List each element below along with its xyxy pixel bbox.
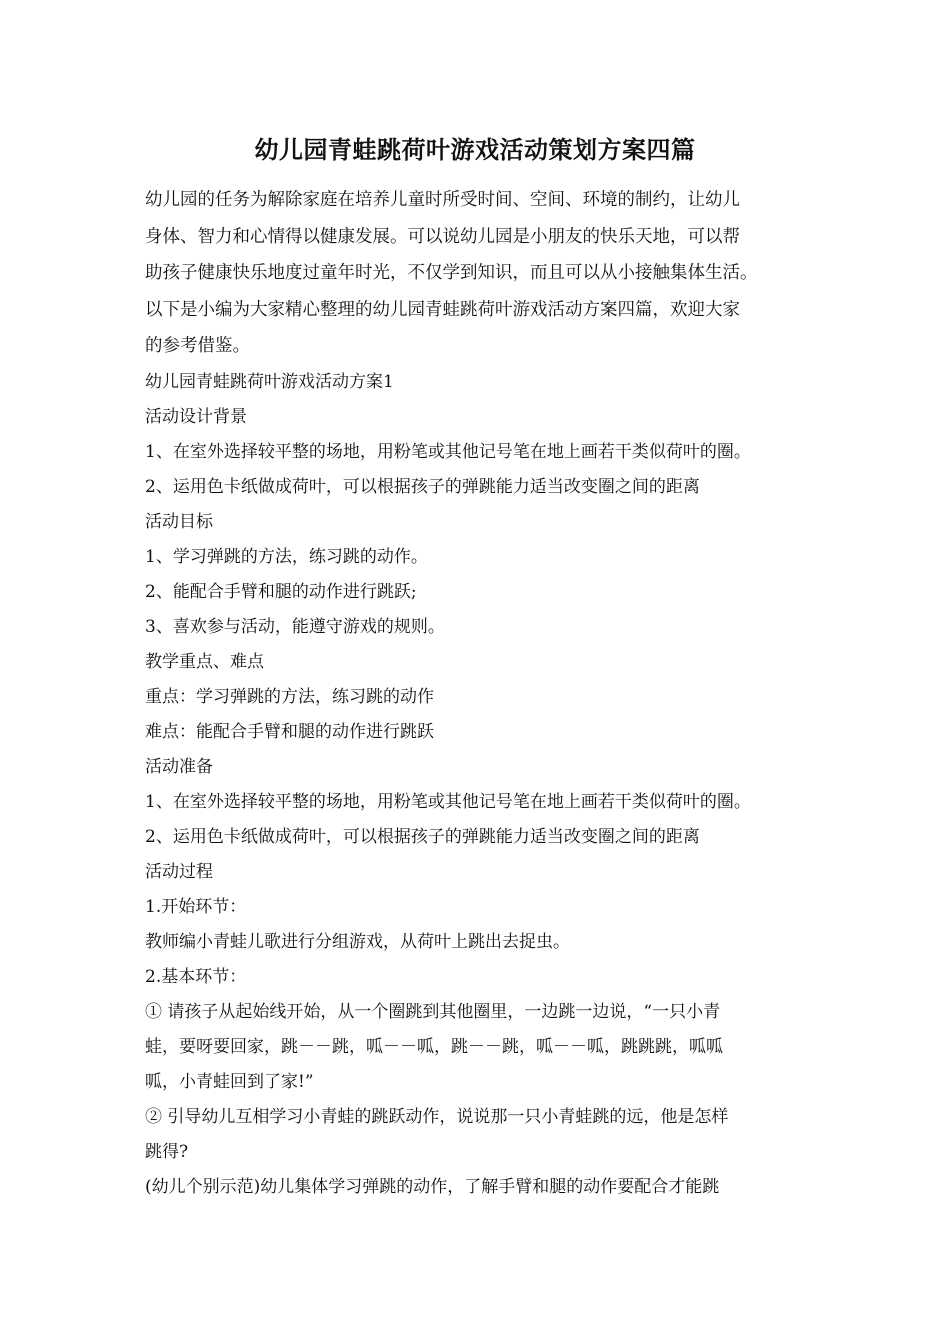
text-line: 2、运用色卡纸做成荷叶，可以根据孩子的弹跳能力适当改变圈之间的距离: [145, 476, 700, 497]
intro-line-4: 以下是小编为大家精心整理的幼儿园青蛙跳荷叶游戏活动方案四篇，欢迎大家: [145, 299, 740, 320]
text-line: 呱，小青蛙回到了家!”: [145, 1071, 314, 1092]
text-line: 1.开始环节：: [145, 896, 247, 917]
text-line: 2.基本环节：: [145, 966, 247, 987]
intro-line-1: 幼儿园的任务为解除家庭在培养儿童时所受时间、空间、环境的制约，让幼儿: [145, 190, 740, 210]
text-line: 重点：学习弹跳的方法，练习跳的动作: [145, 686, 434, 707]
intro-line-5: 的参考借鉴。: [145, 336, 250, 356]
text-line: ② 引导幼儿互相学习小青蛙的跳跃动作，说说那一只小青蛙跳的远，他是怎样: [145, 1106, 729, 1127]
text-line: 1、在室外选择较平整的场地，用粉笔或其他记号笔在地上画若干类似荷叶的圈。: [145, 791, 751, 812]
text-line: 3、喜欢参与活动，能遵守游戏的规则。: [145, 616, 445, 637]
text-line: 难点：能配合手臂和腿的动作进行跳跃: [145, 721, 434, 742]
text-line: 跳得?: [145, 1141, 189, 1162]
text-line: 2、运用色卡纸做成荷叶，可以根据孩子的弹跳能力适当改变圈之间的距离: [145, 826, 700, 847]
text-line: 蛙，要呀要回家，跳－－跳，呱－－呱，跳－－跳，呱－－呱，跳跳跳，呱呱: [145, 1036, 723, 1057]
document-body: [145, 182, 815, 1205]
heading-key-points: 教学重点、难点: [145, 651, 264, 672]
text-line: 1、在室外选择较平整的场地，用粉笔或其他记号笔在地上画若干类似荷叶的圈。: [145, 441, 751, 462]
text-line: (幼儿个别示范)幼儿集体学习弹跳的动作，了解手臂和腿的动作要配合才能跳: [145, 1176, 720, 1197]
document-title: 幼儿园青蛙跳荷叶游戏活动策划方案四篇: [254, 135, 696, 164]
heading-background: 活动设计背景: [145, 406, 247, 427]
intro-line-3: 助孩子健康快乐地度过童年时光，不仅学到知识，而且可以从小接触集体生活。: [145, 263, 758, 283]
text-line: ① 请孩子从起始线开始，从一个圈跳到其他圈里，一边跳一边说，“一只小青: [145, 1001, 721, 1022]
intro-line-2: 身体、智力和心情得以健康发展。可以说幼儿园是小朋友的快乐天地，可以帮: [145, 226, 740, 247]
text-line: 2、能配合手臂和腿的动作进行跳跃;: [145, 581, 417, 602]
heading-goals: 活动目标: [145, 511, 213, 532]
heading-process: 活动过程: [145, 861, 213, 882]
text-line: 1、学习弹跳的方法，练习跳的动作。: [145, 546, 428, 567]
section-heading-plan-1: 幼儿园青蛙跳荷叶游戏活动方案1: [145, 371, 394, 392]
heading-preparation: 活动准备: [145, 756, 213, 777]
text-line: 教师编小青蛙儿歌进行分组游戏，从荷叶上跳出去捉虫。: [145, 931, 570, 952]
